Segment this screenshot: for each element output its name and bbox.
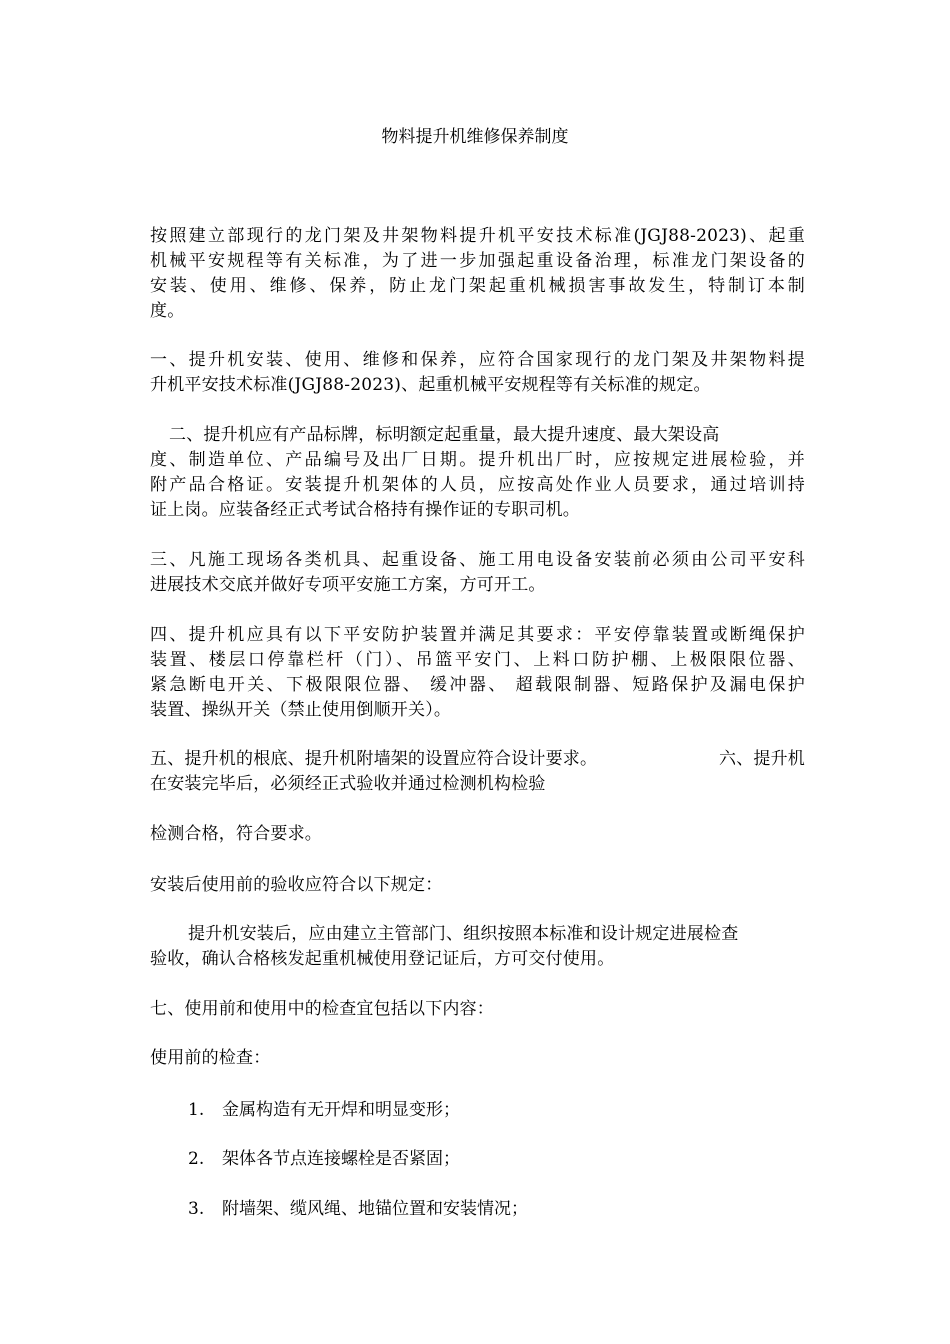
- text-line: 安装后使用前的验收应符合以下规定：: [150, 875, 443, 895]
- list-item-text: 金属构造有无开焊和明显变形；: [222, 1100, 460, 1120]
- text-line: 证上岗。应装备经正式考试合格持有操作证的专职司机。: [150, 500, 580, 520]
- section-1-paragraph: [150, 348, 805, 398]
- text-line: 装置、楼层口停靠栏杆（门）、吊篮平安门、上料口防护棚、上极限限位器、: [150, 650, 805, 670]
- section-2-paragraph: [150, 423, 805, 523]
- text-line: 机械平安规程等有关标准，为了进一步加强起重设备治理，标准龙门架设备的: [150, 251, 805, 271]
- text-line: 二、提升机应有产品标牌，标明额定起重量，最大提升速度、最大架设高: [169, 425, 720, 445]
- text-line: 七、使用前和使用中的检查宜包括以下内容：: [150, 999, 494, 1019]
- section-7-heading: [150, 997, 805, 1022]
- list-item-number: 2.: [188, 1149, 205, 1169]
- text-line: 在安装完毕后，必须经正式验收并通过检测机构检验: [150, 774, 546, 794]
- text-line: 按照建立部现行的龙门架及井架物料提升机平安技术标准(JGJ88-2023)、起重: [150, 226, 805, 246]
- text-line: 使用前的检查：: [150, 1048, 271, 1068]
- text-line: 紧急断电开关、下极限限位器、 缓冲器、 超载限制器、短路保护及漏电保护: [150, 675, 805, 695]
- text-line: 进展技术交底并做好专项平安施工方案，方可开工。: [150, 575, 546, 595]
- document-title: 物料提升机维修保养制度: [381, 127, 569, 147]
- text-line: 装置、操纵开关（禁止使用倒顺开关）。: [150, 700, 452, 720]
- section-5-text: 五、提升机的根底、提升机附墙架的设置应符合设计要求。: [150, 749, 598, 769]
- list-item-number: 1.: [188, 1100, 205, 1120]
- acceptance-paragraph: [150, 873, 805, 898]
- list-item-text: 架体各节点连接螺栓是否紧固；: [222, 1149, 460, 1169]
- text-line: 四、提升机应具有以下平安防护装置并满足其要求：平安停靠装置或断绳保护: [150, 625, 805, 645]
- section-6-heading: 六、提升机: [719, 749, 805, 769]
- install-paragraph: [150, 922, 805, 972]
- list-item: [188, 1098, 460, 1123]
- section-5-paragraph: [150, 747, 805, 797]
- list-item-text: 附墙架、缆风绳、地锚位置和安装情况；: [222, 1199, 528, 1219]
- text-line: 一、提升机安装、使用、维修和保养，应符合国家现行的龙门架及井架物料提: [150, 350, 805, 370]
- list-item: [188, 1147, 460, 1172]
- text-line: 度、制造单位、产品编号及出厂日期。提升机出厂时，应按规定进展检验，并: [150, 450, 805, 470]
- text-line: 附产品合格证。安装提升机架体的人员，应按高处作业人员要求，通过培训持: [150, 475, 805, 495]
- intro-paragraph: [150, 224, 805, 324]
- section-4-paragraph: [150, 623, 805, 723]
- text-line: 安装、使用、维修、保养，防止龙门架起重机械损害事故发生，特制订本制: [150, 276, 805, 296]
- pre-use-heading: [150, 1046, 805, 1071]
- text-line: 三、凡施工现场各类机具、起重设备、施工用电设备安装前必须由公司平安科: [150, 550, 805, 570]
- text-line: 检测合格，符合要求。: [150, 824, 322, 844]
- text-line: 升机平安技术标准(JGJ88-2023)、起重机械平安规程等有关标准的规定。: [150, 375, 711, 395]
- text-line: 提升机安装后，应由建立主管部门、组织按照本标准和设计规定进展检查: [188, 924, 739, 944]
- text-line: 验收，确认合格核发起重机械使用登记证后，方可交付使用。: [150, 949, 615, 969]
- qualified-paragraph: [150, 822, 805, 847]
- list-item: [188, 1197, 528, 1222]
- text-line: [150, 747, 805, 772]
- list-item-number: 3.: [188, 1199, 205, 1219]
- section-3-paragraph: [150, 548, 805, 598]
- text-line: 度。: [150, 301, 185, 321]
